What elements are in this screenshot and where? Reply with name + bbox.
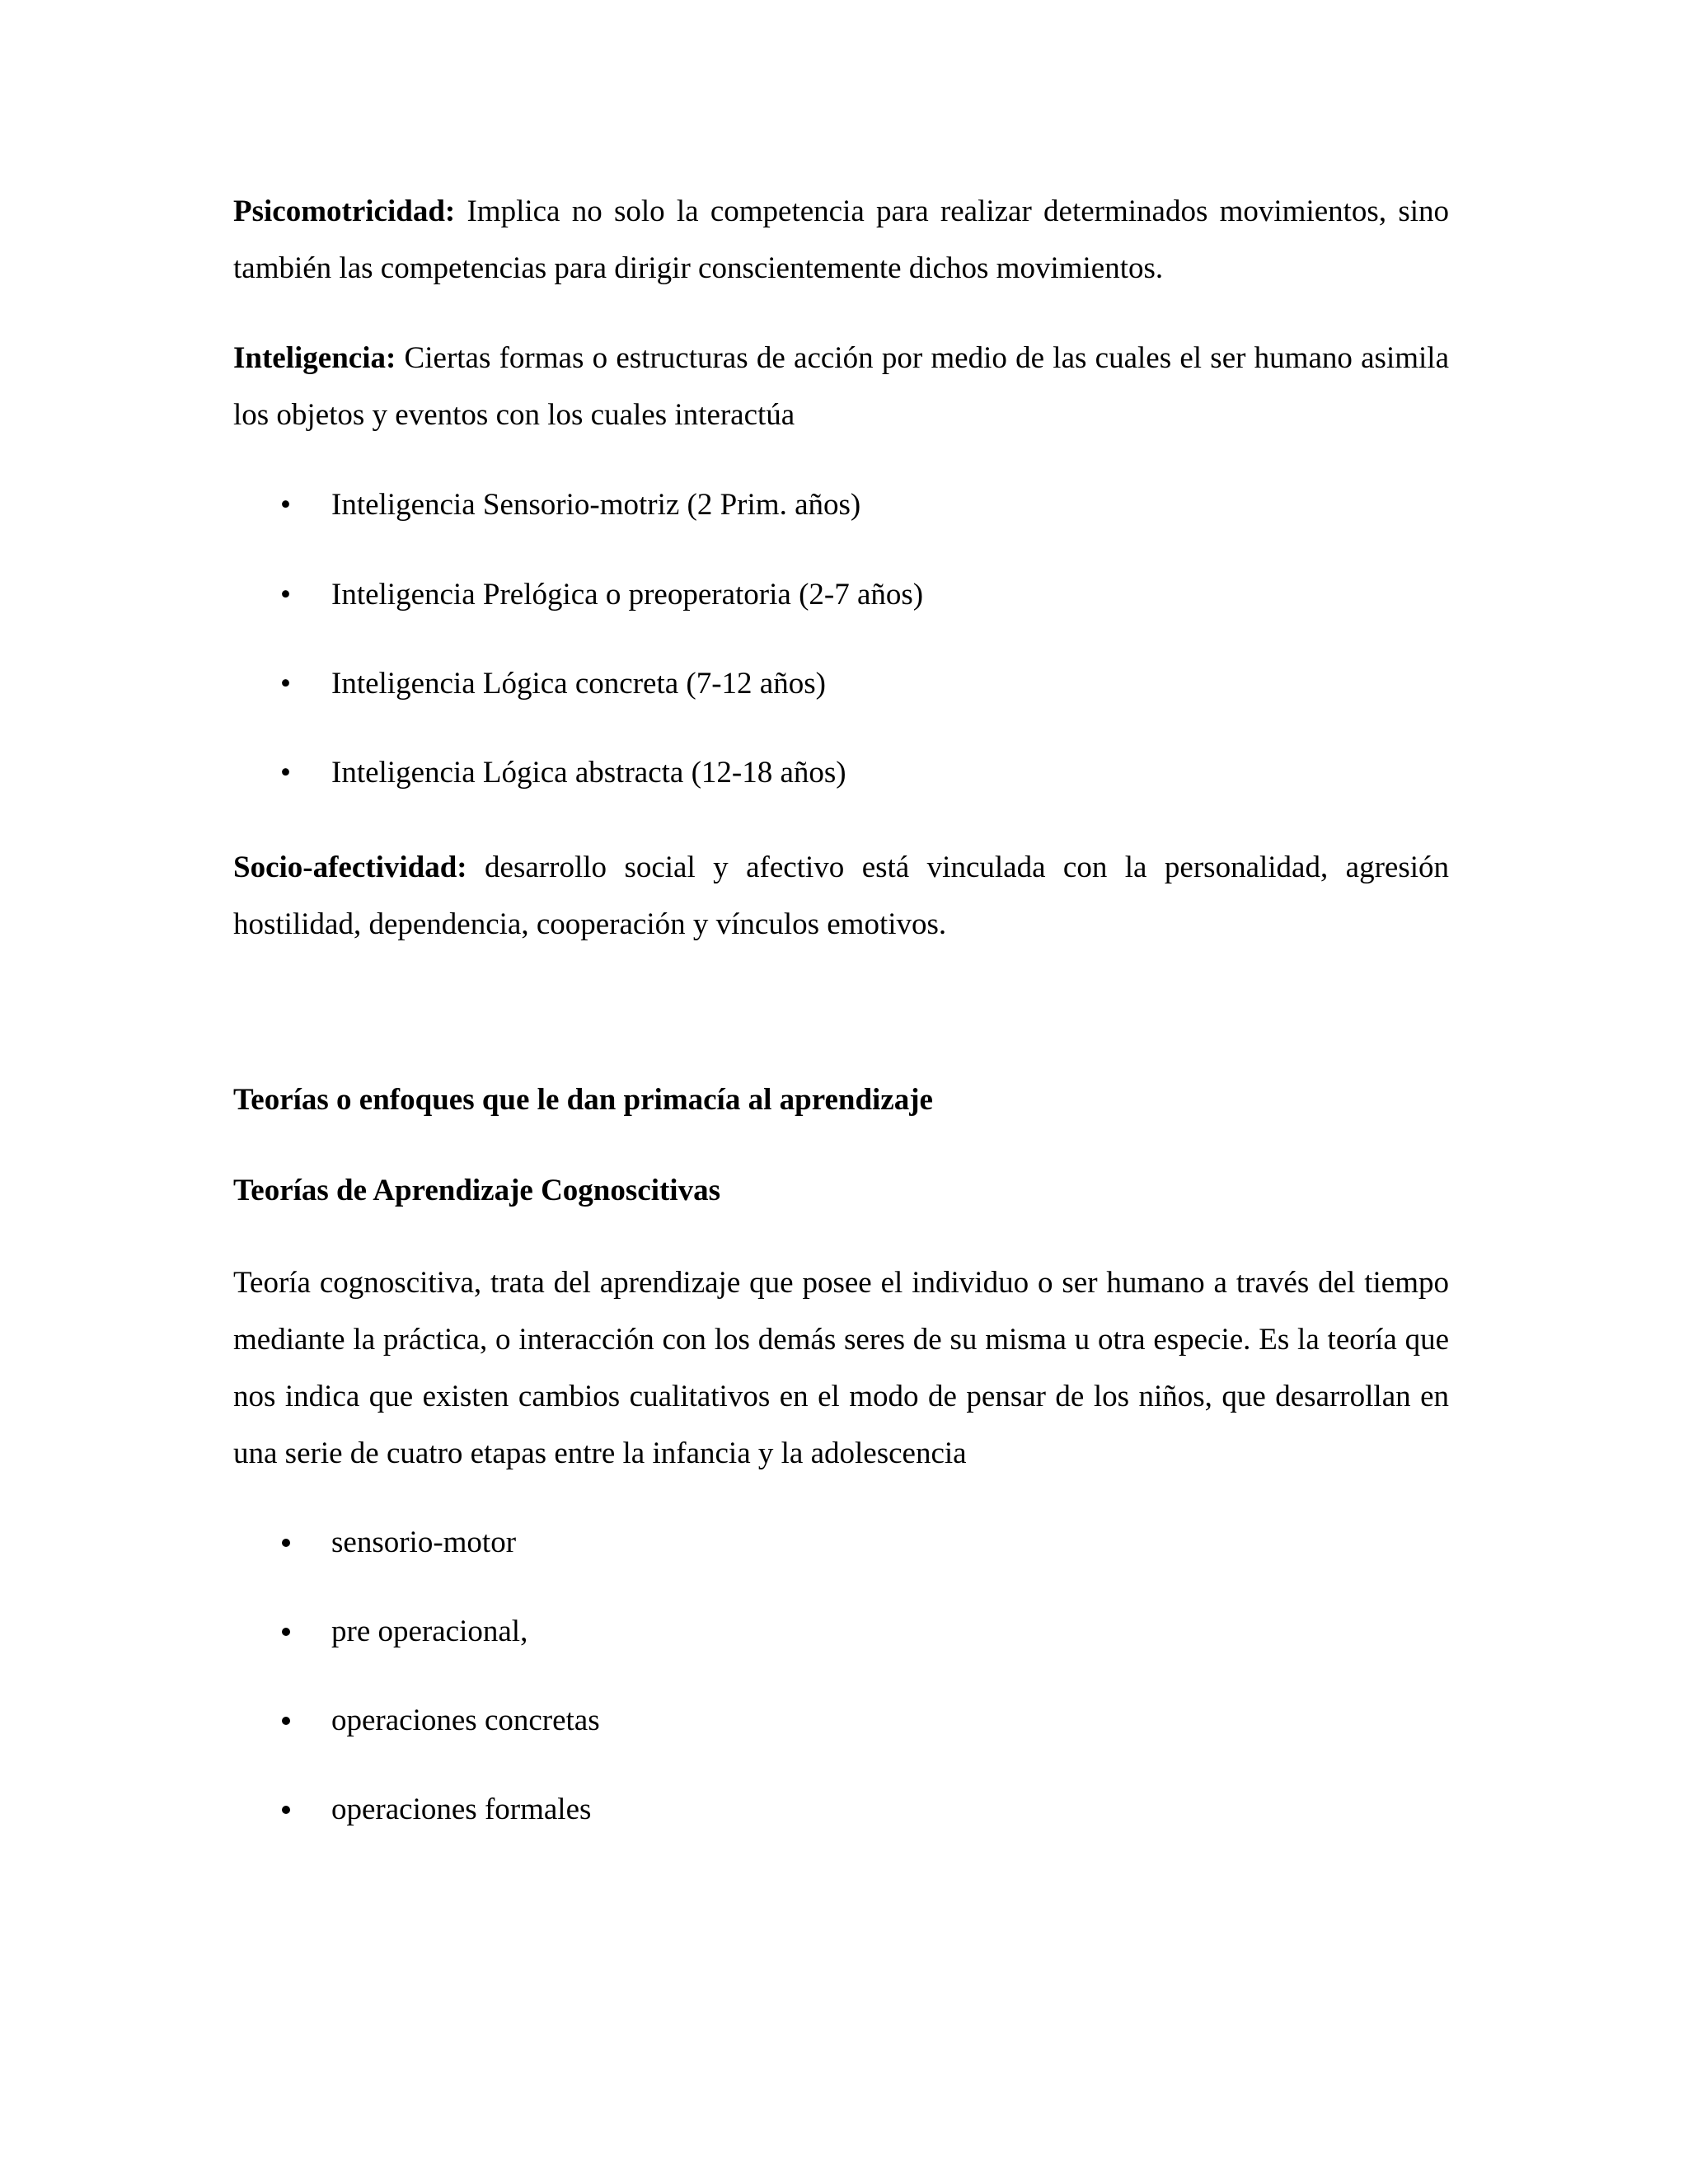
inteligencia-definition: Ciertas formas o estructuras de acción por medio de las cuales el ser humano asimila los objetos y eventos con los cuales interactúa [233, 341, 1449, 432]
list-item [280, 570, 924, 620]
socioafectividad-paragraph [233, 839, 1449, 953]
bullet-dot-icon [280, 1785, 331, 1835]
list-item [280, 659, 826, 709]
list-item [280, 1607, 528, 1657]
list-item [280, 748, 846, 798]
intelligence-stage-label: Inteligencia Lógica abstracta (12-18 años) [331, 756, 846, 790]
cognitive-stage-label: sensorio-motor [331, 1526, 517, 1559]
inteligencia-paragraph [233, 330, 1449, 443]
intelligence-stage-label: Inteligencia Prelógica o preoperatoria (2-7 años) [331, 578, 924, 612]
list-item [280, 1518, 517, 1568]
bullet-icon: • [280, 756, 291, 790]
bullet-icon: • [280, 488, 291, 522]
inteligencia-term: Inteligencia: [233, 341, 396, 375]
intelligence-stage-label: Inteligencia Sensorio-motriz (2 Prim. años) [331, 488, 861, 522]
psicomotricidad-definition: Implica no solo la competencia para realizar determinados movimientos, sino también las competencias para dirigir conscientemente dichos movimientos. [233, 194, 1449, 285]
section-heading: Teorías o enfoques que le dan primacía al aprendizaje [233, 1083, 933, 1117]
cognitive-stage-label: pre operacional, [331, 1615, 528, 1648]
cognitive-stage-label: operaciones formales [331, 1793, 592, 1826]
bullet-icon: • [280, 578, 291, 612]
bullet-dot-icon [280, 1518, 331, 1568]
cognitive-theory-paragraph: Teoría cognoscitiva, trata del aprendizaje que posee el individuo o ser humano a través del tiempo mediante la práctica, o interacción con los demás seres de su misma u otra especie. Es la teoría que nos indica que existen cambios cualitativos en el modo de pensar de los niños, que desarrollan en una serie de cuatro etapas entre la infancia y la adolescencia [233, 1266, 1449, 1470]
list-item [280, 480, 861, 530]
cognitive-stage-label: operaciones concretas [331, 1704, 600, 1737]
psicomotricidad-paragraph [233, 183, 1449, 297]
bullet-dot-icon [280, 1607, 331, 1657]
socioafectividad-definition: desarrollo social y afectivo está vinculada con la personalidad, agresión hostilidad, dependencia, cooperación y vínculos emotivos. [233, 851, 1449, 941]
subsection-heading: Teorías de Aprendizaje Cognoscitivas [233, 1174, 720, 1207]
bullet-icon: • [280, 667, 291, 701]
socioafectividad-term: Socio-afectividad: [233, 851, 467, 884]
bullet-dot-icon [280, 1696, 331, 1746]
intelligence-stage-label: Inteligencia Lógica concreta (7-12 años) [331, 667, 826, 701]
list-item [280, 1785, 592, 1835]
psicomotricidad-term: Psicomotricidad: [233, 194, 456, 228]
list-item [280, 1696, 600, 1746]
